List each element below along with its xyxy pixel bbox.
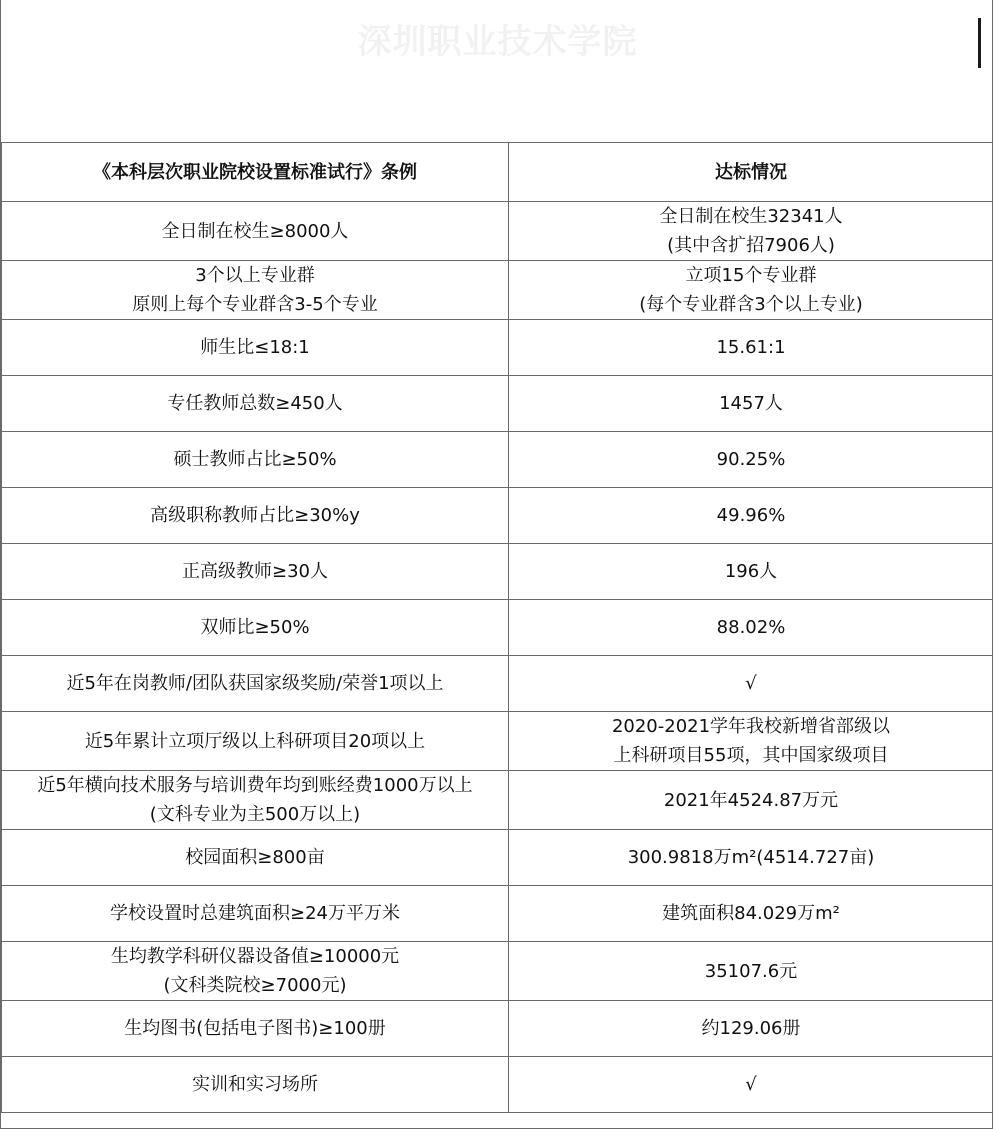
status-text: 49.96% — [716, 505, 786, 526]
column-header-status: 达标情况 — [509, 143, 993, 202]
standard-text: 高级职称教师占比≥30%y — [150, 505, 360, 526]
status-text: 全日制在校生32341人 — [659, 206, 843, 227]
status-text: 300.9818万m²(4514.727亩) — [627, 847, 875, 868]
table-row — [2, 712, 993, 771]
table-row — [2, 771, 993, 830]
table-row — [2, 202, 993, 261]
status-text: √ — [745, 673, 757, 694]
header-title: 深圳职业技术学院 — [357, 22, 638, 62]
standard-cell — [2, 712, 509, 771]
standard-text: 原则上每个专业群含3-5个专业 — [132, 294, 378, 315]
standard-text: (文科类院校≥7000元) — [163, 975, 347, 996]
standard-cell — [2, 544, 509, 600]
status-text: 建筑面积84.029万m² — [662, 903, 840, 924]
standard-text: 正高级教师≥30人 — [182, 561, 328, 582]
status-cell — [509, 656, 993, 712]
standards-table — [1, 142, 993, 1113]
standard-cell — [2, 600, 509, 656]
status-cell — [509, 712, 993, 771]
standard-text: 3个以上专业群 — [195, 265, 315, 286]
standard-text: 双师比≥50% — [200, 617, 310, 638]
column-header-standard: 《本科层次职业院校设置标准试行》条例 — [2, 143, 509, 202]
status-cell — [509, 261, 993, 320]
table-row — [2, 830, 993, 886]
status-text: 约129.06册 — [701, 1018, 801, 1039]
table-row — [2, 656, 993, 712]
table-header-row — [2, 143, 993, 202]
status-cell — [509, 1001, 993, 1057]
table-row — [2, 376, 993, 432]
table-row — [2, 1001, 993, 1057]
status-cell — [509, 600, 993, 656]
status-text: 2021年4524.87万元 — [663, 789, 839, 811]
standard-cell — [2, 202, 509, 261]
status-cell — [509, 830, 993, 886]
standard-text: 校园面积≥800亩 — [185, 847, 325, 868]
header-banner — [1, 0, 992, 142]
status-cell — [509, 202, 993, 261]
standard-cell — [2, 1057, 509, 1113]
status-text: 15.61:1 — [716, 337, 786, 358]
standard-text: 学校设置时总建筑面积≥24万平万米 — [110, 903, 400, 924]
standard-cell — [2, 942, 509, 1001]
standard-text: 师生比≤18:1 — [200, 337, 310, 358]
standard-cell — [2, 656, 509, 712]
standard-cell — [2, 261, 509, 320]
standard-cell — [2, 830, 509, 886]
status-cell — [509, 432, 993, 488]
standard-text: 近5年横向技术服务与培训费年均到账经费1000万以上 — [37, 775, 473, 796]
status-text: 1457人 — [719, 393, 783, 414]
table-row — [2, 320, 993, 376]
standard-text: 生均图书(包括电子图书)≥100册 — [124, 1018, 386, 1039]
table-row — [2, 1057, 993, 1113]
status-text: √ — [745, 1074, 757, 1095]
status-cell — [509, 1057, 993, 1113]
standard-cell — [2, 432, 509, 488]
status-cell — [509, 544, 993, 600]
table-row — [2, 942, 993, 1001]
status-cell — [509, 771, 993, 830]
table-row — [2, 600, 993, 656]
status-text: 上科研项目55项，其中国家级项目 — [613, 745, 889, 766]
standard-text: 全日制在校生≥8000人 — [161, 220, 349, 242]
status-text: 196人 — [724, 561, 778, 582]
status-text: 88.02% — [716, 617, 786, 638]
status-text: (每个专业群含3个以上专业) — [639, 294, 863, 315]
status-text: (其中含扩招7906人) — [667, 235, 835, 256]
status-text: 35107.6元 — [704, 960, 798, 982]
status-cell — [509, 320, 993, 376]
standard-text: 近5年累计立项厅级以上科研项目20项以上 — [84, 730, 426, 752]
table-body — [2, 202, 993, 1113]
table-row — [2, 544, 993, 600]
standard-cell — [2, 771, 509, 830]
status-cell — [509, 942, 993, 1001]
table-row — [2, 432, 993, 488]
standard-cell — [2, 320, 509, 376]
standard-text: 专任教师总数≥450人 — [167, 393, 343, 414]
status-cell — [509, 488, 993, 544]
table-row — [2, 886, 993, 942]
standard-text: (文科专业为主500万以上) — [149, 804, 361, 825]
status-cell — [509, 886, 993, 942]
status-text: 2020-2021学年我校新增省部级以 — [611, 716, 891, 737]
standard-cell — [2, 376, 509, 432]
table-row — [2, 261, 993, 320]
status-text: 90.25% — [716, 449, 786, 470]
standard-cell — [2, 1001, 509, 1057]
standard-cell — [2, 488, 509, 544]
standard-text: 实训和实习场所 — [192, 1074, 318, 1095]
header-edge-mark — [978, 18, 981, 68]
standard-text: 生均教学科研仪器设备值≥10000元 — [110, 946, 400, 967]
standard-text: 近5年在岗教师/团队获国家级奖励/荣誉1项以上 — [66, 673, 444, 694]
status-cell — [509, 376, 993, 432]
standard-text: 硕士教师占比≥50% — [173, 449, 337, 470]
table-row — [2, 488, 993, 544]
status-text: 立项15个专业群 — [685, 265, 817, 286]
standard-cell — [2, 886, 509, 942]
